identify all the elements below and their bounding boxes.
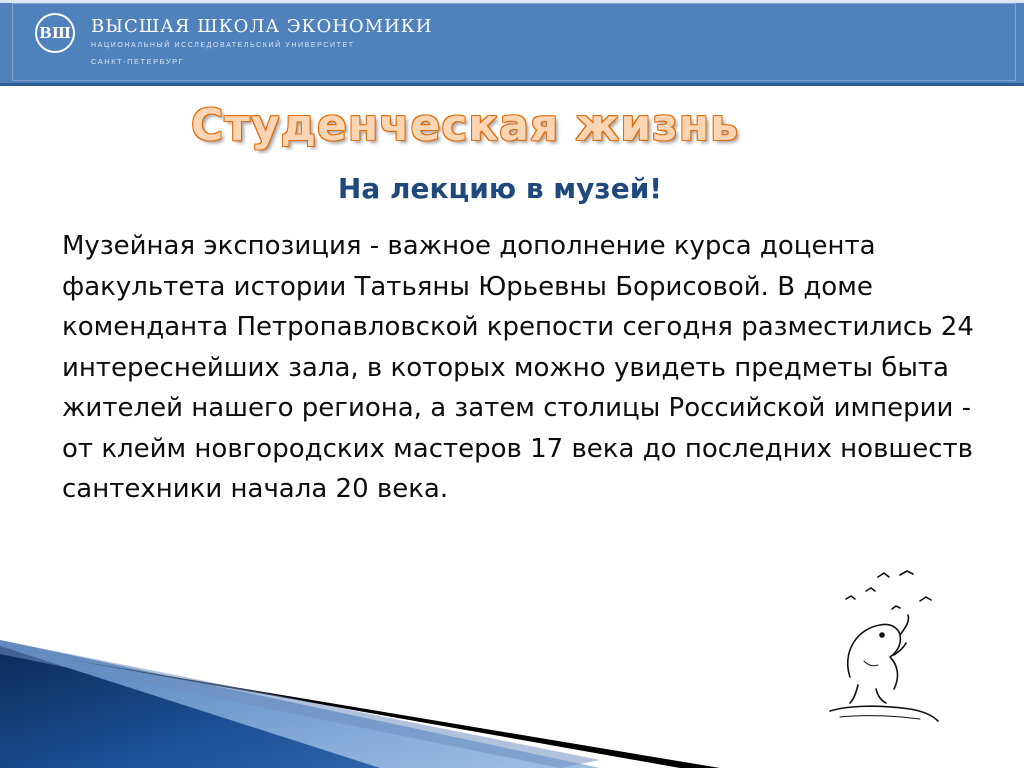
decorative-wedges: [0, 640, 720, 768]
page-subtitle: На лекцию в музей!: [337, 172, 663, 205]
university-city: САНКТ-ПЕТЕРБУРГ: [91, 57, 185, 66]
body-paragraph: Музейная экспозиция - важное дополнение курса доцента факультета истории Татьяны Юрьевны Борисовой. В доме коменданта Петропавловской крепости сегодня разместились 24 интереснейших зала, в которых можно увидеть предметы быта жителей нашего региона, а затем столицы Российской империи - от клейм новгородских мастеров 17 века до последних новшеств сантехники начала 20 века.: [62, 231, 974, 504]
header-frame: [12, 3, 1016, 81]
bird-icon: [878, 573, 889, 577]
bird-icon: [846, 596, 855, 599]
bird-icon: [920, 597, 931, 601]
header-band: [0, 0, 1024, 86]
university-subtitle: НАЦИОНАЛЬНЫЙ ИССЛЕДОВАТЕЛЬСКИЙ УНИВЕРСИТЕТ: [91, 42, 355, 49]
university-name: ВЫСШАЯ ШКОЛА ЭКОНОМИКИ: [91, 16, 433, 37]
bird-icon: [892, 606, 900, 609]
hse-logo-icon: [35, 13, 75, 53]
bird-icon: [866, 588, 875, 591]
mole-looking-at-birds-icon: [820, 565, 950, 735]
bird-icon: [900, 571, 913, 575]
logo-text: ВШ: [39, 24, 71, 42]
page-title: Студенческая жизнь: [191, 100, 739, 151]
